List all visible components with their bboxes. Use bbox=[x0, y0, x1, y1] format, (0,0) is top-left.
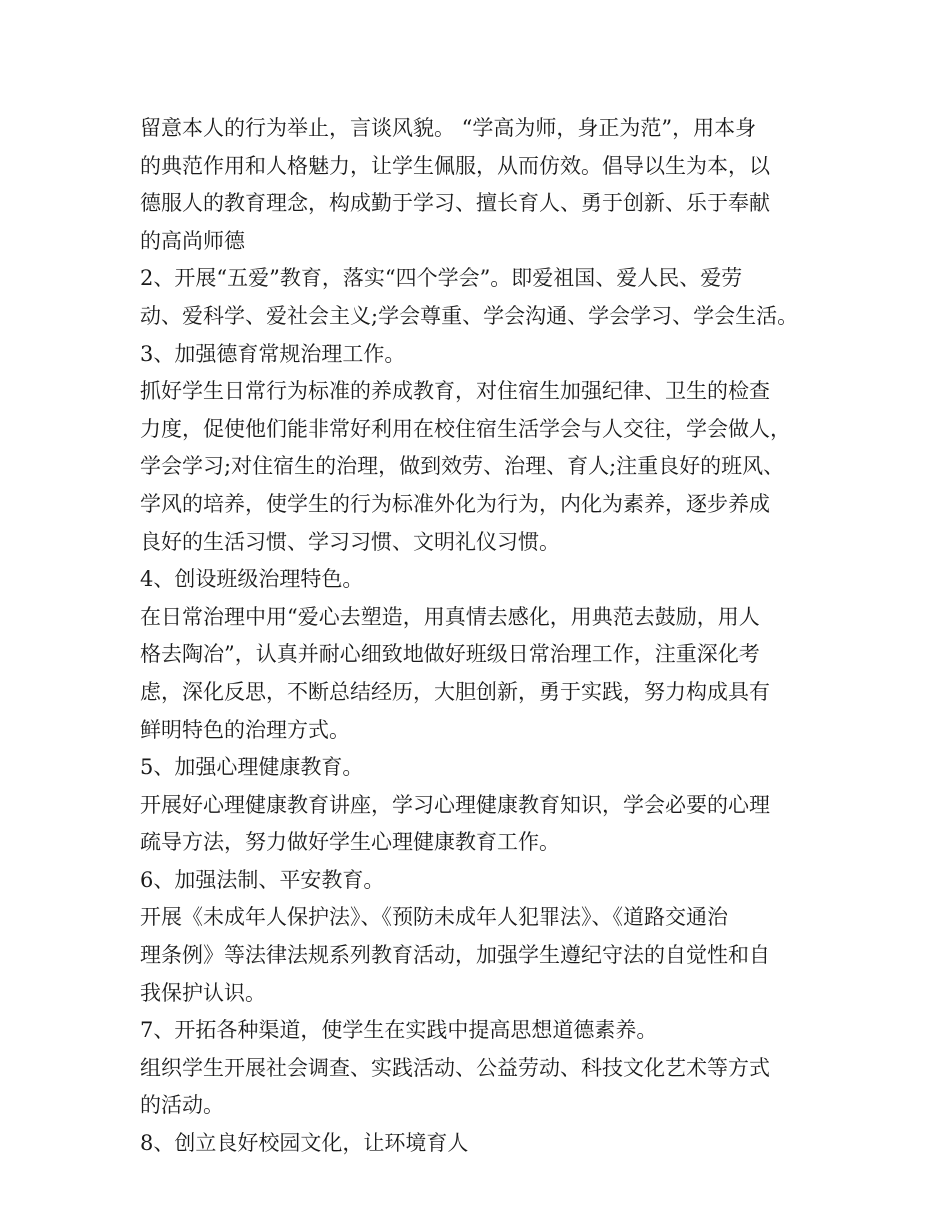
section-heading: 2、开展“五爱”教育，落实“四个学会”。即爱祖国、爱人民、爱劳 bbox=[140, 266, 743, 291]
section-heading: 5、加强心理健康教育。 bbox=[140, 755, 364, 780]
text-line: 德服人的教育理念，构成勤于学习、擅长育人、勇于创新、乐于奉献 bbox=[140, 191, 770, 216]
text-line: 的高尚师德 bbox=[140, 228, 245, 253]
text-line: 良好的生活习惯、学习习惯、文明礼仪习惯。 bbox=[140, 529, 560, 554]
document-body bbox=[140, 110, 830, 1163]
text-line: 开展《未成年人保护法》、《预防未成年人犯罪法》、《道路交通治 bbox=[140, 905, 728, 930]
text-line: 虑，深化反思，不断总结经历，大胆创新，勇于实践，努力构成具有 bbox=[140, 679, 770, 704]
text-line: 的活动。 bbox=[140, 1093, 224, 1118]
section-heading: 8、创立良好校园文化，让环境育人 bbox=[140, 1131, 469, 1156]
text-line: 动、爱科学、爱社会主义;学会尊重、学会沟通、学会学习、学会生活。 bbox=[140, 303, 799, 328]
section-heading: 6、加强法制、平安教育。 bbox=[140, 867, 385, 892]
text-line: 在日常治理中用“爱心去塑造，用真情去感化，用典范去鼓励，用人 bbox=[140, 604, 760, 629]
text-line: 抓好学生日常行为标准的养成教育，对住宿生加强纪律、卫生的检查 bbox=[140, 379, 770, 404]
section-heading: 7、开拓各种渠道，使学生在实践中提高思想道德素养。 bbox=[140, 1018, 658, 1043]
text-line: 留意本人的行为举止，言谈风貌。 “学高为师，身正为范”，用本身 bbox=[140, 116, 757, 140]
text-line: 力度，促使他们能非常好利用在校住宿生活学会与人交往，学会做人， bbox=[140, 416, 791, 441]
text-line: 的典范作用和人格魅力，让学生佩服，从而仿效。倡导以生为本，以 bbox=[140, 153, 770, 178]
text-line: 学风的培养，使学生的行为标准外化为行为，内化为素养，逐步养成 bbox=[140, 491, 770, 516]
section-heading: 4、创设班级治理特色。 bbox=[140, 567, 364, 592]
text-line: 疏导方法，努力做好学生心理健康教育工作。 bbox=[140, 830, 560, 855]
text-line: 格去陶冶”，认真并耐心细致地做好班级日常治理工作，注重深化考 bbox=[140, 642, 760, 667]
text-line: 我保护认识。 bbox=[140, 980, 266, 1005]
text-line: 理条例》等法律法规系列教育活动，加强学生遵纪守法的自觉性和自 bbox=[140, 943, 770, 968]
section-heading: 3、加强德育常规治理工作。 bbox=[140, 341, 406, 366]
text-line: 组织学生开展社会调查、实践活动、公益劳动、科技文化艺术等方式 bbox=[140, 1055, 770, 1080]
text-line: 学会学习;对住宿生的治理，做到效劳、治理、育人;注重良好的班风、 bbox=[140, 454, 785, 479]
text-line: 开展好心理健康教育讲座，学习心理健康教育知识，学会必要的心理 bbox=[140, 792, 770, 817]
text-line: 鲜明特色的治理方式。 bbox=[140, 717, 350, 742]
